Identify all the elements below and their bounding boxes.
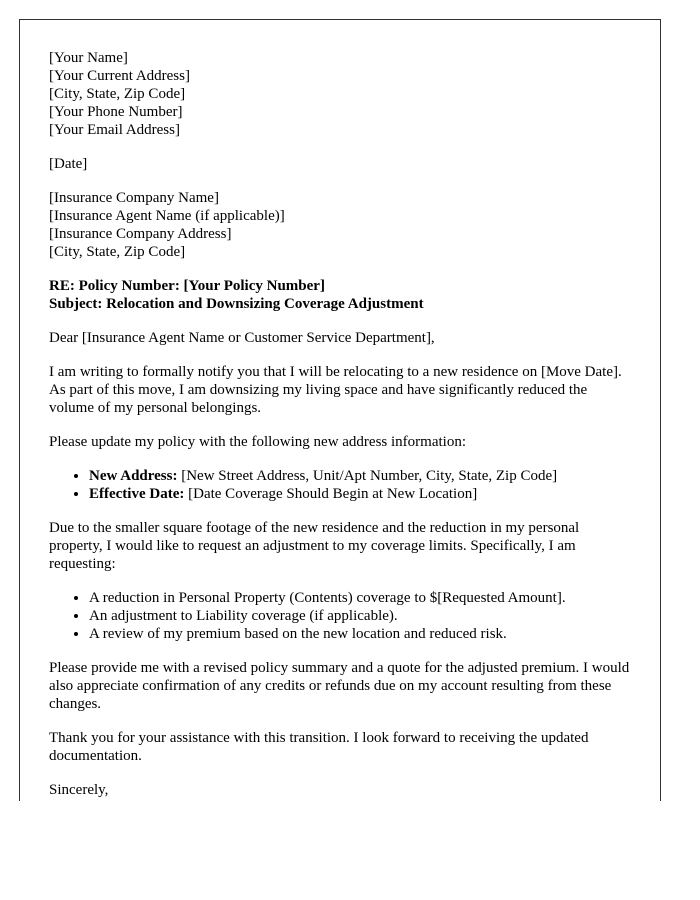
sender-city-state-zip: [City, State, Zip Code] — [49, 86, 186, 102]
sender-block — [49, 49, 634, 139]
list-item: • A reduction in Personal Property (Contents) coverage to $[Requested Amount]. — [89, 589, 634, 607]
letter-body — [49, 49, 634, 801]
sender-email: [Your Email Address] — [49, 122, 180, 138]
letter-page — [19, 19, 661, 801]
sender-phone: [Your Phone Number] — [49, 104, 183, 120]
paragraph-update-request: Please update my policy with the following new address information: — [49, 434, 466, 450]
address-list — [49, 467, 634, 503]
effective-date-value: [Date Coverage Should Begin at New Location] — [184, 486, 478, 502]
re-line: RE: Policy Number: [Your Policy Number] — [49, 278, 325, 294]
list-item — [89, 467, 634, 485]
new-address-value: [New Street Address, Unit/Apt Number, City, State, Zip Code] — [177, 468, 558, 484]
sender-name: [Your Name] — [49, 50, 128, 66]
reference-block — [49, 277, 634, 313]
list-item: • A review of my premium based on the new location and reduced risk. — [89, 625, 634, 643]
paragraph-thanks: Thank you for your assistance with this transition. I look forward to receiving the updated documentation. — [49, 730, 589, 764]
sender-address: [Your Current Address] — [49, 68, 190, 84]
paragraph-coverage-request: Due to the smaller square footage of the new residence and the reduction in my personal property, I would like to request an adjustment to my coverage limits. Specifically, I am requesting: — [49, 520, 580, 572]
request-list — [49, 589, 634, 643]
paragraph-notification: I am writing to formally notify you that I will be relocating to a new residence on [Move Date]. As part of this move, I am downsizing my living space and have significantly reduced the volume of my personal belongings. — [49, 364, 622, 416]
subject-line: Subject: Relocation and Downsizing Coverage Adjustment — [49, 296, 424, 312]
date-block — [49, 155, 634, 173]
new-address-label: New Address: — [89, 468, 178, 484]
letter-date: [Date] — [49, 156, 88, 172]
recipient-company: [Insurance Company Name] — [49, 190, 219, 206]
list-item — [89, 485, 634, 503]
salutation: Dear [Insurance Agent Name or Customer Service Department], — [49, 330, 435, 346]
effective-date-label: Effective Date: — [89, 486, 185, 502]
recipient-address: [Insurance Company Address] — [49, 226, 232, 242]
closing: Sincerely, — [49, 782, 109, 798]
list-item: • An adjustment to Liability coverage (if applicable). — [89, 607, 634, 625]
recipient-city-state-zip: [City, State, Zip Code] — [49, 244, 186, 260]
recipient-agent: [Insurance Agent Name (if applicable)] — [49, 208, 285, 224]
paragraph-quote-request: Please provide me with a revised policy summary and a quote for the adjusted premium. I would also appreciate confirmation of any credits or refunds due on my account resulting from these changes. — [49, 660, 630, 712]
recipient-block — [49, 189, 634, 261]
